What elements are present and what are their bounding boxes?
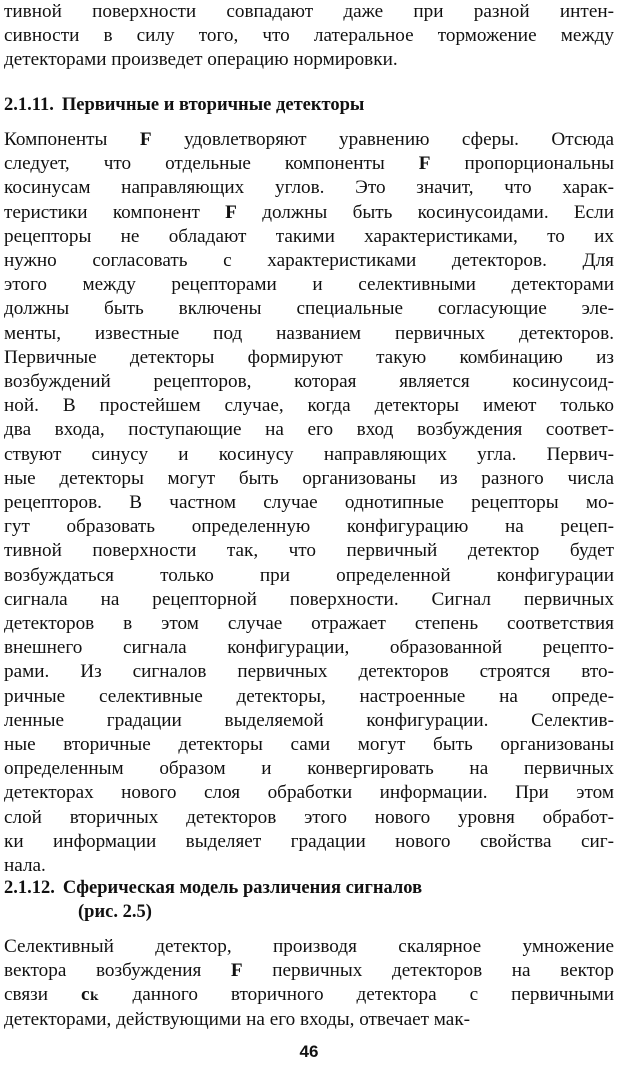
text-line: тивной поверхности совпадают даже при разной интен- (4, 1, 614, 22)
text-line: теристики компонент F должны быть косинусоидами. Если (4, 201, 614, 223)
section-title: Первичные и вторичные детекторы (61, 95, 365, 115)
text-line: косинусам направляющих углов. Это значит, что харак- (4, 177, 614, 199)
text-line: внешнего сигнала конфигурации, образованной рецепто- (4, 637, 614, 659)
text-line: ные детекторы могут быть организованы из разного числа (4, 467, 614, 489)
section-number: 2.1.12. (4, 878, 55, 898)
section-heading (4, 93, 614, 117)
page-number: 46 (299, 1042, 319, 1061)
text-line: ные вторичные детекторы сами могут быть организованы (4, 734, 614, 756)
text-line: рами. Из сигналов первичных детекторов строятся вто- (4, 661, 614, 683)
text-line: гут образовать определенную конфигурацию на рецеп- (4, 516, 614, 538)
section-title-continuation: (рис. 2.5) (78, 902, 152, 922)
text-line: должны быть включены специальные согласующие эле- (4, 298, 614, 320)
text-line: нала. (4, 855, 46, 877)
text-line: ки информации выделяет градации нового свойства сиг- (4, 830, 614, 852)
text-line: рецепторы не обладают такими характеристиками, то их (4, 225, 614, 247)
document-page (4, 0, 614, 1070)
text-line: ной. В простейшем случае, когда детекторы имеют только (4, 395, 614, 417)
text-line: возбуждаться только при определенной конфигурации (4, 564, 614, 586)
text-line: определенным образом и конвергировать на первичных (4, 758, 614, 780)
text-line: следует, что отдельные компоненты F пропорциональны (4, 153, 614, 175)
intro-paragraph (4, 0, 614, 73)
text-line: ствуют синусу и косинусу направляющих угла. Первич- (4, 443, 614, 465)
text-line: сивности в силу того, что латеральное торможение между (4, 25, 614, 47)
text-line: детекторами, действующими на его входы, отвечает мак- (4, 1008, 471, 1030)
text-line: Первичные детекторы формируют такую комбинацию из (4, 346, 614, 368)
section-title: Сферическая модель различения сигналов (62, 878, 423, 898)
text-line: ленные градации выделяемой конфигурации. Селектив- (4, 709, 614, 731)
section-paragraph (4, 128, 614, 878)
text-line: менты, известные под названием первичных детекторов. (4, 322, 614, 344)
section-number: 2.1.11. (4, 95, 54, 115)
text-line: сигнала на рецепторной поверхности. Сигнал первичных (4, 588, 614, 610)
text-line: детекторами произведет операцию нормировки. (4, 49, 398, 71)
section-paragraph (4, 935, 614, 1032)
text-line: рецепторов. В частном случае однотипные рецепторы мо- (4, 492, 614, 514)
text-line: вектора возбуждения F первичных детекторов на вектор (4, 960, 614, 982)
text-line: нужно согласовать с характеристиками детекторов. Для (4, 250, 614, 272)
text-line: два входа, поступающие на его вход возбуждения соответ- (4, 419, 614, 441)
text-line: этого между рецепторами и селективными детекторами (4, 274, 614, 296)
text-line: связи cₖ данного вторичного детектора с первичными (4, 984, 614, 1006)
section-heading (4, 876, 614, 924)
text-line: Компоненты F удовлетворяют уравнению сферы. Отсюда (4, 129, 614, 150)
text-line: слой вторичных детекторов этого нового уровня обработ- (4, 806, 614, 828)
text-line: детекторов в этом случае отражает степень соответствия (4, 613, 614, 635)
text-line: тивной поверхности так, что первичный детектор будет (4, 540, 614, 562)
text-line: Селективный детектор, производя скалярное умножение (4, 936, 614, 957)
text-line: возбуждений рецепторов, которая является косинусоид- (4, 371, 614, 393)
text-line: детекторах нового слоя обработки информации. При этом (4, 782, 614, 804)
text-line: ричные селективные детекторы, настроенные на опреде- (4, 685, 614, 707)
